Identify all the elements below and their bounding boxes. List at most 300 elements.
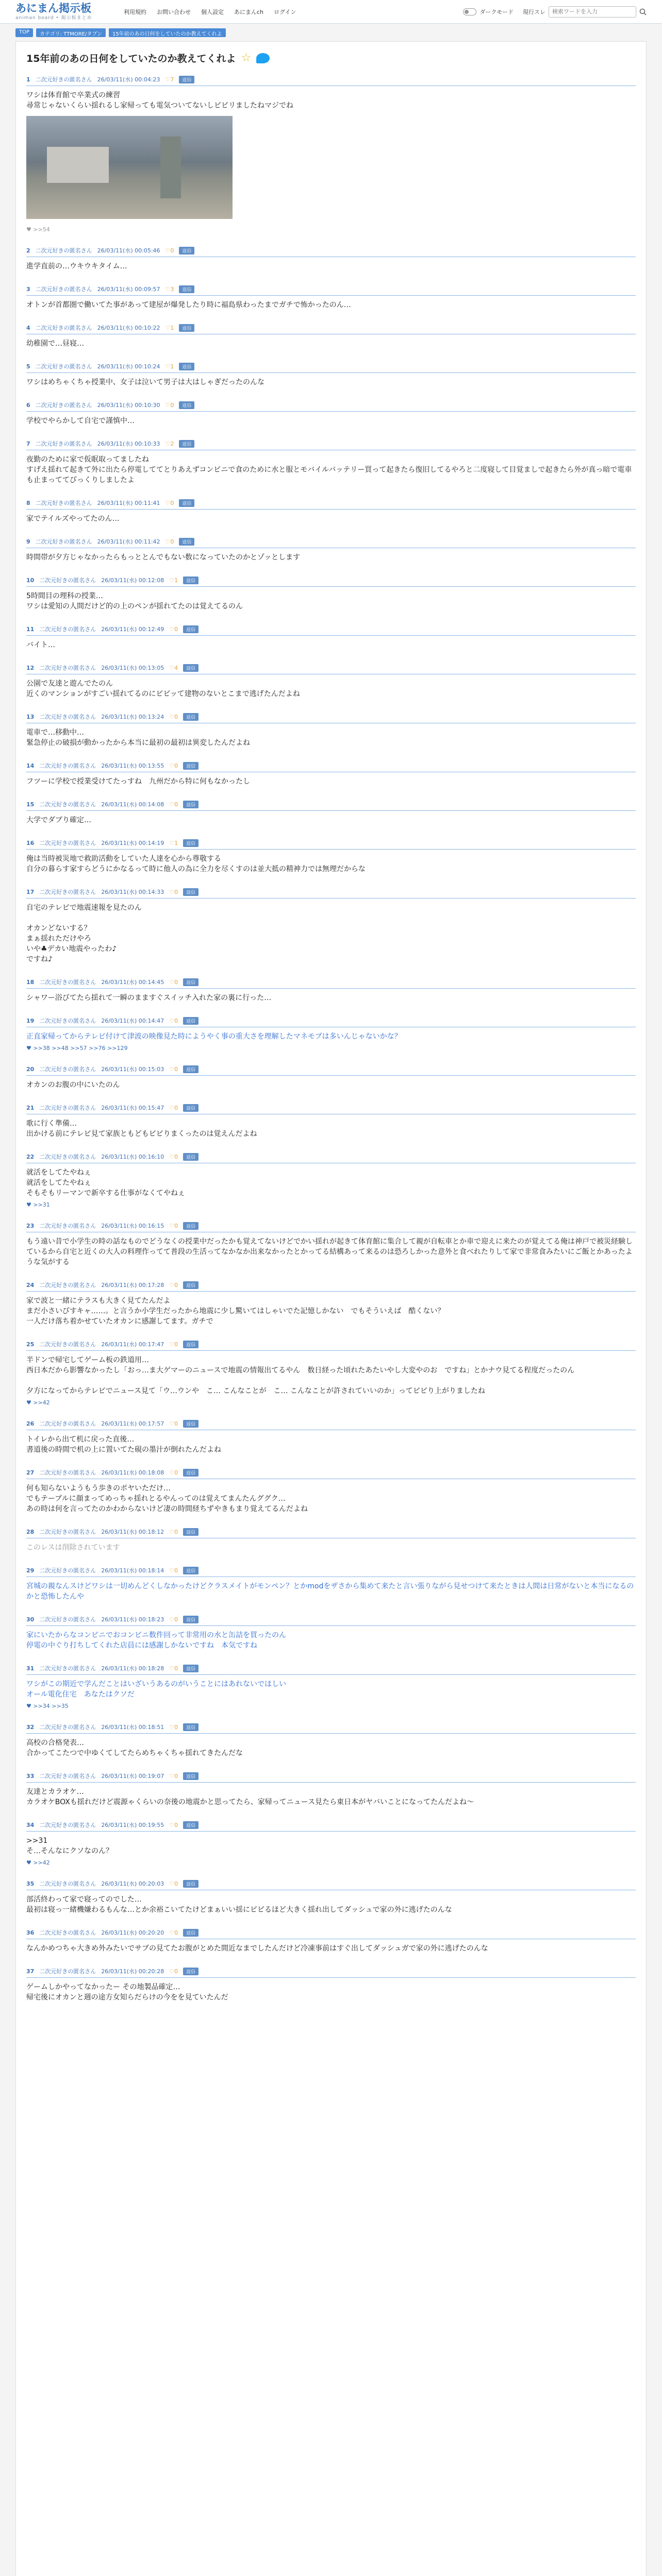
post-number[interactable]: 3 [26,285,30,293]
post-date: 26/03/11(水) 00:13:05 [101,665,164,671]
like-count[interactable] [169,1773,178,1780]
like-icon: ♡ [169,1665,175,1672]
post-header [26,1664,636,1675]
reply-links[interactable]: ♥ >>38 >>48 >>57 >>76 >>129 [26,1045,128,1052]
like-icon: ♡ [169,1065,175,1073]
like-count[interactable] [169,1105,178,1111]
nav-animan-ch[interactable]: あにまんch [234,8,264,15]
like-count[interactable] [169,1968,178,1975]
post [26,1281,636,1327]
like-count[interactable] [166,363,174,370]
post-body: オトンが首都圏で働いてた事があって建屋が爆発したり時に福島県わったまでガチで怖かったのん… [26,301,351,309]
breadcrumb-top[interactable]: TOP [15,28,33,37]
like-count[interactable] [169,577,178,584]
like-count[interactable] [166,500,174,506]
reply-button[interactable]: 返信 [183,1821,198,1829]
like-icon: ♡ [169,1929,175,1936]
like-count[interactable] [169,1616,178,1623]
reply-button[interactable]: 返信 [183,1222,198,1230]
like-count-value: 0 [174,1222,178,1229]
nav-settings[interactable]: 個人設定 [201,8,224,15]
like-count-value: 0 [174,1065,178,1073]
post-number[interactable]: 31 [26,1665,35,1672]
post-body: 幼稚園で…昼寝… [26,340,84,348]
post-number[interactable]: 9 [26,538,30,545]
post-author: 二次元好きの匿名さん [39,1469,96,1476]
post-author: 二次元好きの匿名さん [39,1616,96,1623]
post-date: 26/03/11(水) 00:15:47 [101,1105,164,1111]
reply-button[interactable]: 返信 [183,625,198,633]
post-body: トイレから出て机に戻った直後… 書道後の時間で机の上に置いてた硯の墨汁が倒れたんだよね [26,1435,221,1454]
reply-button[interactable]: 返信 [183,1665,198,1672]
like-count[interactable] [169,1567,178,1574]
like-count[interactable] [166,76,174,83]
post-body: ワシがこの期近で学んだことはいざいうあるのがいうことにはあれないでほしい オール電化住宅 あなたはクソだ [26,1680,286,1699]
post-body: 公園で友達と遊んでたのん 近くのマンションがすごい揺れてるのにビビッて建物のないとこまで逃げたんだよね [26,680,300,698]
post-date: 26/03/11(水) 00:19:07 [101,1773,164,1780]
like-icon: ♡ [169,1567,175,1574]
post-header [26,1528,636,1538]
reply-button[interactable]: 返信 [183,801,198,808]
post-date: 26/03/11(水) 00:14:47 [101,1018,164,1024]
post-number[interactable]: 5 [26,363,30,370]
post-date: 26/03/11(水) 00:18:51 [101,1724,164,1731]
like-count-value: 0 [174,1528,178,1535]
like-count[interactable] [169,1469,178,1476]
twitter-share-icon[interactable] [256,53,270,63]
reply-links[interactable]: ♥ >>34 >>35 [26,1703,69,1709]
thread-title: 15年前のあの日何をしていたのか教えてくれよ [26,53,236,64]
like-icon: ♡ [165,499,171,506]
reply-button[interactable]: 返信 [183,713,198,721]
like-count[interactable] [166,440,174,447]
reply-button[interactable]: 返信 [183,1528,198,1536]
post-author: 二次元好きの匿名さん [35,538,92,545]
post-author: 二次元好きの匿名さん [39,1773,96,1780]
post-body: 部活終わって家で寝ってのでした… 最初は寝っ一緒機嫌わるもんな…とか余裕こいてたけどまぁいい揺にビビるほど大きく揺れ出してダッシュで家の外に逃げたのんな [26,1895,452,1914]
reply-button[interactable]: 返信 [179,538,194,546]
favorite-star-icon[interactable]: ☆ [241,52,252,64]
post [26,1664,636,1709]
post-number[interactable]: 12 [26,664,35,671]
post-number[interactable]: 33 [26,1772,35,1780]
post-number[interactable]: 16 [26,839,35,846]
like-count-value: 0 [174,1420,178,1427]
search-input[interactable] [549,6,636,18]
post-date: 26/03/11(水) 00:15:03 [101,1066,164,1073]
reply-links[interactable]: >>54 [33,226,50,233]
post-header [26,1281,636,1292]
post-number[interactable]: 7 [26,440,30,447]
like-icon: ♡ [169,839,175,846]
like-count-value: 1 [170,363,174,370]
post-date: 26/03/11(水) 00:14:45 [101,979,164,986]
reply-button[interactable]: 返信 [183,1772,198,1780]
reply-button[interactable]: 返信 [183,1065,198,1073]
post-header [26,246,636,257]
post-body: 学校でやらかして自宅で謹慎中… [26,417,135,425]
post-number[interactable]: 14 [26,762,35,769]
reply-links-text[interactable]: >>38 >>48 >>57 >>76 >>129 [33,1045,128,1052]
like-count-value: 0 [174,1772,178,1780]
like-count[interactable] [169,840,178,846]
post-number[interactable]: 28 [26,1528,35,1535]
post-author: 二次元好きの匿名さん [39,1420,96,1427]
reply-button[interactable]: 返信 [183,1880,198,1888]
like-icon: ♡ [169,1723,175,1731]
like-icon: ♡ [169,1616,175,1623]
post-header [26,1468,636,1479]
like-count[interactable] [169,1154,178,1160]
post-date: 26/03/11(水) 00:13:55 [101,762,164,769]
like-icon: ♡ [169,888,175,895]
like-count-value: 4 [174,664,178,671]
post-image[interactable] [26,116,233,219]
reply-button[interactable]: 返信 [183,1104,198,1112]
like-count-value: 0 [170,401,174,409]
like-count[interactable] [166,286,174,293]
like-count[interactable] [169,626,178,633]
post-number[interactable]: 26 [26,1420,35,1427]
post-number[interactable]: 18 [26,978,35,986]
post-author: 二次元好きの匿名さん [39,1018,96,1024]
like-count[interactable] [169,1341,178,1348]
post-header [26,439,636,450]
search-icon[interactable] [639,8,647,15]
post-author: 二次元好きの匿名さん [39,577,96,584]
post [26,1222,636,1267]
like-icon: ♡ [169,1880,175,1887]
post [26,1821,636,1866]
post-number[interactable]: 35 [26,1880,35,1887]
like-icon: ♡ [169,1420,175,1427]
reply-button[interactable]: 返信 [183,1567,198,1574]
post-date: 26/03/11(水) 00:11:42 [97,538,160,545]
post-number[interactable]: 20 [26,1065,35,1073]
post-list [26,75,636,2003]
reply-button[interactable]: 返信 [183,1420,198,1428]
like-count[interactable] [169,714,178,720]
post-author: 二次元好きの匿名さん [39,1066,96,1073]
logo-subtext: animan board • 掲示板まとめ [15,15,92,21]
post-number[interactable]: 36 [26,1929,35,1936]
post-body: 家にいたからなコンビニでおコンビニ数件回って非常用の水と缶詰を買ったのん 停電の中ぐり打ちしてくれた店員には感謝しかないですね 本気ですね [26,1631,286,1650]
post-author: 二次元好きの匿名さん [39,1929,96,1936]
post-header [26,664,636,674]
like-count-value: 1 [174,839,178,846]
like-icon: ♡ [169,978,175,986]
post-number[interactable]: 17 [26,888,35,895]
like-count[interactable] [166,538,174,545]
post-header [26,978,636,989]
post-body: このレスは削除されています [26,1544,120,1552]
post-header [26,1879,636,1890]
reply-links[interactable]: ♥ >>31 [26,1201,50,1208]
like-count[interactable] [169,762,178,769]
post [26,978,636,1003]
post [26,1772,636,1807]
post [26,324,636,349]
post-author: 二次元好きの匿名さん [39,801,96,808]
post-author: 二次元好きの匿名さん [39,1880,96,1887]
post-number[interactable]: 24 [26,1281,35,1289]
like-icon: ♡ [165,285,171,293]
post-body: 歌に行く準備… 出かける前にテレビ見て家族ともどもビビりまくったのは覚えんだよね [26,1120,257,1138]
post-number[interactable]: 4 [26,324,30,331]
reply-button[interactable]: 返信 [183,1968,198,1975]
post-number[interactable]: 11 [26,625,35,633]
like-icon: ♡ [169,801,175,808]
post [26,664,636,699]
post [26,1928,636,1954]
post-body: 5時間目の理科の授業… ワシは愛知の人間だけど的の上のペンが揺れてたのは覚えてるのん [26,592,243,611]
like-count-value: 0 [174,888,178,895]
post-number[interactable]: 37 [26,1968,35,1975]
post-header [26,1723,636,1734]
reply-button[interactable]: 返信 [183,1281,198,1289]
post-date: 26/03/11(水) 00:13:24 [101,714,164,720]
post-body: 夜勤のために家で仮眠取ってましたね すげえ揺れて起きて外に出たら停電しててとりあえずコンビニで食のために水と服とモバイルバッテリー買って起きたら復旧してるやろと二度寝して目覚ましで起きたら外が真っ暗で電車も止まっててびっくりしましたよ [26,455,632,484]
reply-button[interactable]: 返信 [179,324,194,332]
post-header [26,75,636,86]
like-count[interactable] [169,979,178,986]
reply-button[interactable]: 返信 [183,577,198,584]
post-header [26,362,636,373]
post-body: ワシは体育館で卒業式の練習 尋常じゃないくらい揺れるし家帰っても電気ついてないしビビリましたねマジでね [26,91,293,110]
post-number[interactable]: 30 [26,1616,35,1623]
reply-button[interactable]: 返信 [183,839,198,847]
reply-button[interactable]: 返信 [183,762,198,770]
site-logo[interactable] [15,3,124,21]
post-body: ゲームしかやってなかったー その地製品確定… 帰宅後にオカンと週の途方女知らだらけの今をを見ていたんだ [26,1983,228,2002]
reply-button[interactable]: 返信 [179,499,194,507]
post [26,499,636,524]
post-body: フツーに学校で授業受けてたっすね 九州だから特に何もなかったし [26,777,250,786]
like-count-value: 0 [174,1104,178,1111]
post-header [26,1615,636,1626]
post-number[interactable]: 29 [26,1567,35,1574]
post-date: 26/03/11(水) 00:18:28 [101,1665,164,1672]
post-body: 半ドンで帰宅してゲーム板の鉄道用… 西日本だから影響なかったし「おっ…ま大ゲマーのニュースで地震の情報出てるやん 数日経った頃れたあたいやし大変やのお ですね」とかナウ見てる程度だったのん 夕方になってからテレビでニュース見て「ウ…ウンや こ… こんなことが こ… こんなことが許されていいのか」ってビビり上がりましたね [26,1356,575,1395]
post-header [26,1566,636,1577]
dark-mode-label: ダークモード [479,8,514,15]
post-author: 二次元好きの匿名さん [39,840,96,846]
like-count[interactable] [169,1929,178,1936]
reply-links[interactable]: ♥ >>42 [26,1859,50,1866]
reply-links[interactable]: ♥ >>42 [26,1399,50,1406]
reply-button[interactable]: 返信 [183,1929,198,1937]
post-header [26,1016,636,1027]
post-body: シャワー浴びてたら揺れて一瞬のまますぐスイッチ入れた家の裏に行った… [26,994,272,1002]
reply-button[interactable]: 返信 [183,1469,198,1477]
post [26,713,636,748]
like-count[interactable] [169,1880,178,1887]
like-count-value: 0 [170,247,174,254]
post-author: 二次元好きの匿名さん [39,626,96,633]
post-author: 二次元好きの匿名さん [39,714,96,720]
post-header [26,1772,636,1783]
post-reaction[interactable]: ♥ >>54 [26,226,50,233]
like-count[interactable] [169,1018,178,1024]
reply-button[interactable]: 返信 [183,888,198,896]
post-author: 二次元好きの匿名さん [39,1341,96,1348]
post-header [26,401,636,412]
post-number[interactable]: 32 [26,1723,35,1731]
post-number[interactable]: 21 [26,1104,35,1111]
reply-button[interactable]: 返信 [179,401,194,409]
thread-title-row [26,51,636,65]
reply-links-text[interactable]: >>42 [33,1399,50,1406]
like-count[interactable] [169,1282,178,1289]
post [26,1468,636,1514]
post-number[interactable]: 1 [26,76,30,83]
like-icon: ♡ [169,664,175,671]
post-date: 26/03/11(水) 00:12:49 [101,626,164,633]
reply-button[interactable]: 返信 [179,76,194,83]
breadcrumb [0,24,662,37]
post-body: ワシはめちゃくちゃ授業中、女子は泣いて男子は大はしゃぎだったのんな [26,378,264,386]
post-body: もう遠い昔で小学生の時の話なものでどうなくの授業中だったかも覚えてないけどでかい揺れが起きて体育館に集合して親が自転車とか車で迎えに来たのが覚えてる俺は神戸で被災経験しているから自宅と近くの大人の料理作ってて普段の生活ってなかなか出来なかったとかってる結構あって来るのは恐ろしかった意外と食べれたりして家で非常食みたいにご飯とかあったような気がする [26,1238,633,1266]
nav-login[interactable]: ログイン [274,8,296,15]
reply-button[interactable]: 返信 [183,978,198,986]
like-count-value: 7 [170,76,174,83]
post-date: 26/03/11(水) 00:14:33 [101,889,164,895]
post-body: 高校の合格発表… 合かってこたつで中ゆくてしてたらめちゃくちゃ揺れてきたんだな [26,1739,243,1757]
reply-links-text[interactable]: >>42 [33,1859,50,1866]
post-number[interactable]: 15 [26,801,35,808]
post-number[interactable]: 19 [26,1017,35,1024]
post [26,1723,636,1758]
like-count[interactable] [169,1066,178,1073]
post-body: >>31 そ…そんなにクソなのん？ [26,1837,113,1855]
like-count[interactable] [166,325,174,331]
like-count[interactable] [169,801,178,808]
like-count[interactable] [169,1665,178,1672]
post-date: 26/03/11(水) 00:16:15 [101,1223,164,1229]
post [26,537,636,563]
reply-button[interactable]: 返信 [183,664,198,672]
post-number[interactable]: 27 [26,1469,35,1476]
post-body: バイト… [26,641,55,649]
post [26,1615,636,1651]
post-header [26,1222,636,1232]
post-body: 自宅のテレビで地震速報を見たのん オカンどないする？ まぁ揺れただけやろ いや♣デカい地震やったわ♪ ですね♪ [26,904,142,963]
like-icon: ♡ [169,1104,175,1111]
search-area [523,6,647,18]
post-date: 26/03/11(水) 00:10:30 [97,402,160,409]
post [26,1065,636,1090]
search-scope-select[interactable]: 現行スレ [523,8,545,15]
post-number[interactable]: 2 [26,247,30,254]
post-date: 26/03/11(水) 00:12:08 [101,577,164,584]
post-number[interactable]: 6 [26,401,30,409]
breadcrumb-category[interactable]: カテゴリ: TTMORE/タブン [36,28,106,37]
logo-text: あにまん掲示板 [15,2,91,14]
like-icon: ♡ [165,538,171,545]
post-header [26,537,636,548]
post-date: 26/03/11(水) 00:18:14 [101,1567,164,1574]
reply-links-text[interactable]: >>31 [33,1201,50,1208]
like-count-value: 0 [174,762,178,769]
like-count[interactable] [169,1223,178,1229]
post [26,362,636,387]
post-author: 二次元好きの匿名さん [35,402,92,409]
post [26,761,636,787]
like-count-value: 0 [174,1968,178,1975]
post-number[interactable]: 10 [26,577,35,584]
post-header [26,1419,636,1430]
like-count[interactable] [169,1420,178,1427]
dark-mode-toggle[interactable] [463,8,476,15]
reply-button[interactable]: 返信 [183,1616,198,1623]
like-count-value: 1 [174,577,178,584]
like-count[interactable] [169,1822,178,1828]
post-number[interactable]: 25 [26,1341,35,1348]
post-date: 26/03/11(水) 00:20:28 [101,1968,164,1975]
reply-button[interactable]: 返信 [179,247,194,255]
thread-main [15,41,647,2576]
reply-button[interactable]: 返信 [183,1723,198,1731]
post-number[interactable]: 22 [26,1153,35,1160]
post-date: 26/03/11(水) 00:18:08 [101,1469,164,1476]
post-body: 電車で…移動中… 緊急停止の破損が動かったから本当に最初の最初は異変したんだよね [26,728,250,747]
post-date: 26/03/11(水) 00:09:57 [97,286,160,293]
reply-button[interactable]: 返信 [183,1341,198,1348]
post [26,576,636,612]
like-count[interactable] [169,1529,178,1535]
post [26,246,636,272]
nav-contact[interactable]: お問い合わせ [157,8,191,15]
post-date: 26/03/11(水) 00:17:57 [101,1420,164,1427]
top-nav [124,8,296,16]
post-date: 26/03/11(水) 00:10:33 [97,440,160,447]
breadcrumb-thread[interactable]: 15年前のあの日何をしていたのか教えてくれよ [109,28,226,37]
like-count[interactable] [169,1724,178,1731]
reply-button[interactable]: 返信 [183,1153,198,1161]
like-icon: ♡ [169,625,175,633]
post-number[interactable]: 34 [26,1821,35,1828]
post-number[interactable]: 8 [26,499,30,506]
post-body: 就活をしてたやねぇ 就活をしてたやねぇ そもそもリーマンで新卒する仕事がなくてやねぇ [26,1168,185,1197]
like-icon: ♡ [169,713,175,720]
post-author: 二次元好きの匿名さん [39,979,96,986]
reply-button[interactable]: 返信 [183,1017,198,1025]
post [26,1419,636,1455]
like-icon: ♡ [169,1153,175,1160]
like-count-value: 0 [174,625,178,633]
like-count-value: 0 [174,978,178,986]
like-count-value: 0 [174,1469,178,1476]
like-count[interactable] [166,402,174,409]
reply-links-text[interactable]: >>34 >>35 [33,1703,69,1709]
post-author: 二次元好きの匿名さん [39,1567,96,1574]
like-count-value: 0 [174,1880,178,1887]
like-count[interactable] [169,889,178,895]
post-body: 家で波と一緒にテラスも大きく見てたんだよ まだ小さいびすキャ……。と言うか小学生だったから地震に少し驚いてはしゃいでた記憶しかない でもそういえば 酷くない？ 一人だけ落ち着かせていたオカンに感謝してます。ガチで [26,1297,445,1326]
post-date: 26/03/11(水) 00:10:24 [97,363,160,370]
post-number[interactable]: 13 [26,713,35,720]
post [26,1153,636,1208]
reply-button[interactable]: 返信 [179,285,194,293]
nav-terms[interactable]: 利用規約 [124,8,146,15]
post-header [26,1065,636,1076]
like-count[interactable] [166,247,174,254]
reply-button[interactable]: 返信 [179,363,194,370]
like-count[interactable] [169,665,178,671]
post-header [26,1821,636,1832]
reply-button[interactable]: 返信 [179,440,194,448]
post-number[interactable]: 23 [26,1222,35,1229]
